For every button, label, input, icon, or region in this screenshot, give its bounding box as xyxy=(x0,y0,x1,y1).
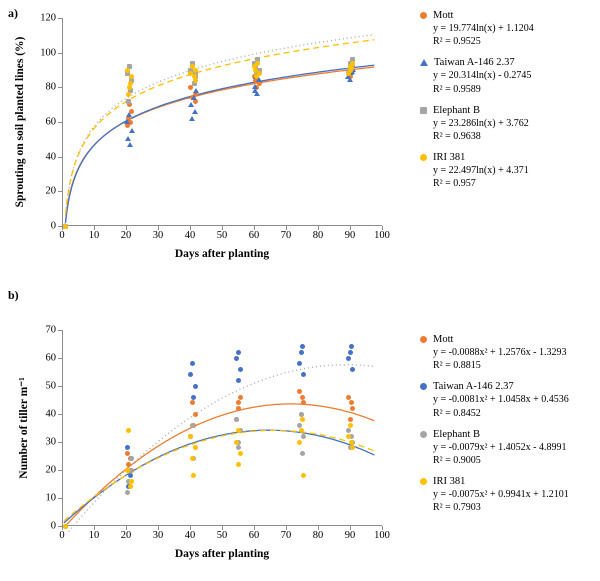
legend-marker-icon xyxy=(420,383,427,390)
data-point xyxy=(189,116,195,121)
y-tick-label: 30 xyxy=(45,436,56,448)
trendline xyxy=(66,40,375,215)
legend-marker-icon xyxy=(420,478,427,485)
legend-item xyxy=(420,57,596,95)
y-tick-label: 20 xyxy=(45,185,56,197)
equation-text: y = 23.286ln(x) + 3.762 xyxy=(433,117,529,129)
data-point xyxy=(126,112,132,117)
legend-item xyxy=(420,476,596,514)
x-tick-label: 100 xyxy=(374,530,390,541)
equation-text: y = 19.774ln(x) + 1.1204 xyxy=(433,23,534,34)
y-tick-label: 0 xyxy=(50,220,56,232)
data-point xyxy=(236,428,241,433)
r-squared-text: R² = 0.9525 xyxy=(433,36,481,48)
data-point xyxy=(63,224,68,229)
y-tick-label: 60 xyxy=(45,352,56,364)
y-axis-title-b: Number of tiller m⁻¹ xyxy=(18,377,30,479)
data-point xyxy=(236,350,241,355)
x-tick-label: 100 xyxy=(374,230,390,241)
data-point xyxy=(238,451,243,456)
trendline xyxy=(64,404,374,528)
x-tick-label: 70 xyxy=(280,530,292,541)
legend-equation xyxy=(433,22,596,48)
data-point xyxy=(346,71,351,76)
data-point xyxy=(125,68,130,73)
y-tick-label: 100 xyxy=(40,47,56,59)
data-point xyxy=(127,85,132,90)
x-tick-label: 90 xyxy=(344,530,356,541)
data-point xyxy=(127,142,133,147)
trendline xyxy=(66,67,375,221)
data-point xyxy=(193,445,198,450)
data-point xyxy=(193,88,199,93)
legend-series-name: Mott xyxy=(433,334,454,345)
x-tick-label: 60 xyxy=(248,230,260,241)
x-tick-label: 10 xyxy=(88,530,100,541)
data-point xyxy=(128,484,133,489)
y-tick-label: 20 xyxy=(45,464,56,476)
data-point xyxy=(234,417,239,422)
data-point xyxy=(63,524,68,529)
legend-series-name: Taiwan A-146 2.37 xyxy=(433,381,514,393)
data-point xyxy=(297,440,302,445)
data-point xyxy=(126,462,131,467)
x-tick-label: 80 xyxy=(312,230,324,241)
legend-item xyxy=(420,429,596,467)
data-point xyxy=(193,384,198,389)
r-squared-text: R² = 0.957 xyxy=(433,178,476,190)
x-tick-label: 90 xyxy=(344,230,356,241)
data-point xyxy=(236,445,241,450)
data-point xyxy=(190,423,195,428)
x-tick-label: 70 xyxy=(280,230,292,241)
y-tick-label: 70 xyxy=(45,324,56,336)
equation-text: y = 22.497ln(x) + 4.371 xyxy=(433,165,529,177)
data-point xyxy=(238,367,243,372)
panel-a xyxy=(0,0,600,290)
legend-series-name: IRI 381 xyxy=(433,476,466,488)
data-point xyxy=(350,367,355,372)
legend-item xyxy=(420,152,596,190)
legend-item xyxy=(420,334,596,372)
data-point xyxy=(129,128,135,133)
data-point xyxy=(348,423,353,428)
trendline xyxy=(66,65,375,223)
trendline xyxy=(69,365,375,532)
data-point xyxy=(236,400,241,405)
data-point xyxy=(190,361,195,366)
equation-text: y = 20.314ln(x) - 0.2745 xyxy=(433,70,532,82)
legend-marker-icon xyxy=(420,107,427,114)
legend-marker-icon xyxy=(420,12,427,19)
y-tick-label: 50 xyxy=(45,380,56,392)
x-tick-label: 0 xyxy=(59,230,65,241)
x-axis-title-b: Days after planting xyxy=(174,548,270,560)
x-tick-label: 10 xyxy=(88,230,100,241)
panel-a-label: a) xyxy=(8,6,18,20)
x-tick-label: 50 xyxy=(216,530,228,541)
trendline xyxy=(64,430,374,521)
data-point xyxy=(349,440,354,445)
data-point xyxy=(346,356,351,361)
data-point xyxy=(346,434,351,439)
legend-equation xyxy=(433,441,596,467)
panel-b-label: b) xyxy=(8,288,19,302)
legend-marker-icon xyxy=(420,59,428,66)
equation-text: y = -0.0088x² + 1.2576x - 1.3293 xyxy=(433,347,567,358)
x-tick-label: 30 xyxy=(152,230,164,241)
data-point xyxy=(297,389,302,394)
x-tick-label: 30 xyxy=(152,530,164,541)
legend-series-name: Mott xyxy=(433,10,454,21)
r-squared-text: R² = 0.9638 xyxy=(433,130,481,142)
x-tick-label: 20 xyxy=(120,230,132,241)
r-squared-text: R² = 0.7903 xyxy=(433,502,481,514)
data-point xyxy=(347,77,353,82)
panel-b xyxy=(0,288,600,581)
r-squared-text: R² = 0.8452 xyxy=(433,407,481,419)
data-point xyxy=(125,445,130,450)
equation-text: y = -0.0079x² + 1.4052x - 4.8991 xyxy=(433,441,567,453)
sprouting-chart-plot xyxy=(14,12,390,260)
data-point xyxy=(297,423,302,428)
r-squared-text: R² = 0.9589 xyxy=(433,83,481,95)
data-point xyxy=(234,356,239,361)
legend-equation xyxy=(433,393,596,419)
data-point xyxy=(128,473,133,478)
data-point xyxy=(346,395,351,400)
legend-series-name: IRI 381 xyxy=(433,152,466,164)
legend-series-name: Taiwan A-146 2.37 xyxy=(434,57,515,69)
x-tick-label: 20 xyxy=(120,530,132,541)
legend-marker-icon xyxy=(420,431,427,438)
data-point xyxy=(193,412,198,417)
x-tick-label: 40 xyxy=(184,530,196,541)
y-tick-label: 40 xyxy=(45,151,56,163)
r-squared-text: R² = 0.8815 xyxy=(433,360,481,372)
data-point xyxy=(299,412,304,417)
legend-item xyxy=(420,10,596,48)
data-point xyxy=(252,64,257,69)
trendline xyxy=(64,430,374,523)
legend-item xyxy=(420,381,596,419)
equation-text: y = -0.0075x² + 0.9941x + 1.2101 xyxy=(433,489,569,501)
data-point xyxy=(188,434,193,439)
data-point xyxy=(191,473,196,478)
data-point xyxy=(193,68,198,73)
data-point xyxy=(191,395,196,400)
data-point xyxy=(299,350,304,355)
legend-equation xyxy=(433,69,596,95)
data-point xyxy=(126,99,131,104)
y-tick-label: 80 xyxy=(45,81,56,93)
trendline xyxy=(66,35,375,216)
y-tick-label: 10 xyxy=(45,492,56,504)
legend-series-name: Elephant B xyxy=(433,428,480,440)
data-point xyxy=(124,119,130,124)
legend-equation xyxy=(433,117,596,143)
x-tick-label: 40 xyxy=(184,230,196,241)
legend-equation xyxy=(433,346,596,372)
x-tick-label: 60 xyxy=(248,530,260,541)
y-axis-title-a: Sprouting on soil planted lines (%) xyxy=(14,36,26,208)
data-point xyxy=(191,95,197,100)
x-tick-label: 80 xyxy=(312,530,324,541)
data-point xyxy=(348,417,353,422)
data-point xyxy=(125,468,130,473)
data-point xyxy=(188,102,194,107)
data-point xyxy=(192,109,198,114)
legend-b xyxy=(420,334,596,524)
data-point xyxy=(238,395,243,400)
data-point xyxy=(299,428,304,433)
legend-marker-icon xyxy=(420,154,427,161)
x-tick-label: 50 xyxy=(216,230,228,241)
data-point xyxy=(126,92,131,97)
legend-equation xyxy=(433,164,596,190)
x-tick-label: 0 xyxy=(59,530,65,541)
data-point xyxy=(297,361,302,366)
y-tick-label: 60 xyxy=(45,116,56,128)
y-tick-label: 120 xyxy=(40,12,56,24)
data-point xyxy=(234,440,239,445)
legend-series-name: Elephant B xyxy=(433,104,480,116)
tiller-chart-plot xyxy=(18,324,390,560)
data-point xyxy=(125,451,130,456)
plot-a-trendlines xyxy=(62,18,382,226)
legend-marker-icon xyxy=(420,336,427,343)
legend-item xyxy=(420,105,596,143)
data-point xyxy=(125,490,130,495)
legend-equation xyxy=(433,488,596,514)
legend-a xyxy=(420,10,596,200)
r-squared-text: R² = 0.9005 xyxy=(433,454,481,466)
plot-b-trendlines xyxy=(62,330,382,526)
y-tick-label: 40 xyxy=(45,408,56,420)
equation-text: y = -0.0081x² + 1.0458x + 0.4536 xyxy=(433,394,569,406)
data-point xyxy=(252,88,258,93)
y-tick-label: 0 xyxy=(50,520,56,532)
x-axis-title-a: Days after planting xyxy=(174,248,270,260)
data-point xyxy=(348,350,353,355)
